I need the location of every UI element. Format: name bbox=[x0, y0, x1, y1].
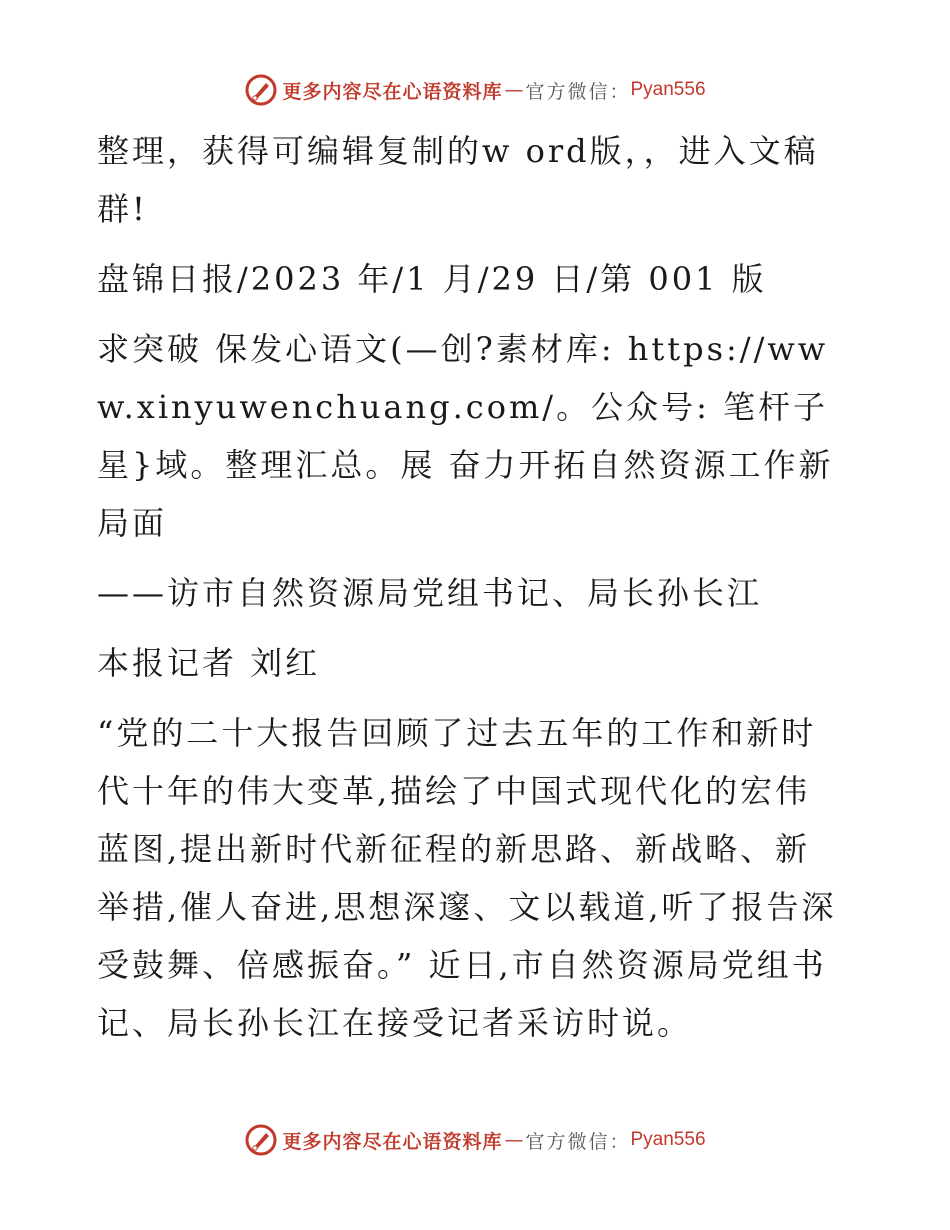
paragraph-source: 盘锦日报/2023 年/1 月/29 日/第 001 版 bbox=[97, 260, 767, 298]
pen-nib-logo-icon bbox=[244, 1123, 278, 1157]
paragraph-subtitle: ——访市自然资源局党组书记、局长孙长江 bbox=[97, 574, 763, 612]
banner-dash: — bbox=[504, 1129, 524, 1151]
header-banner bbox=[0, 70, 950, 110]
footer-banner bbox=[0, 1120, 950, 1160]
banner-wechat-id: Pyan556 bbox=[630, 1129, 706, 1150]
paragraph-byline: 本报记者 刘红 bbox=[97, 644, 321, 682]
banner-dash: — bbox=[504, 79, 524, 101]
paragraph-title: 求突破 保发心语文(—创?素材库: https://www.xinyuwenchuang.com/。公众号: 笔杆子星}域。整理汇总。展 奋力开拓自然资源工作新局面 bbox=[97, 330, 834, 542]
paragraph-body: “党的二十大报告回顾了过去五年的工作和新时代十年的伟大变革,描绘了中国式现代化的宏伟蓝图,提出新时代新征程的新思路、新战略、新举措,催人奋进,思想深邃、文以载道,听了报告深受鼓舞、倍感振奋。” 近日,市自然资源局党组书记、局长孙长江在接受记者采访时说。 bbox=[97, 714, 837, 1042]
document-body bbox=[97, 122, 842, 1064]
banner-wechat-label: 官方微信： bbox=[525, 1130, 631, 1153]
paragraph-intro: 整理，获得可编辑复制的w ord版，，进入文稿群! bbox=[97, 132, 819, 228]
banner-text: 更多内容尽在心语资料库 bbox=[282, 80, 503, 103]
banner-wechat-label: 官方微信： bbox=[525, 80, 631, 103]
banner-text: 更多内容尽在心语资料库 bbox=[282, 1130, 503, 1153]
banner-wechat-id: Pyan556 bbox=[630, 79, 706, 100]
pen-nib-logo-icon bbox=[244, 73, 278, 107]
